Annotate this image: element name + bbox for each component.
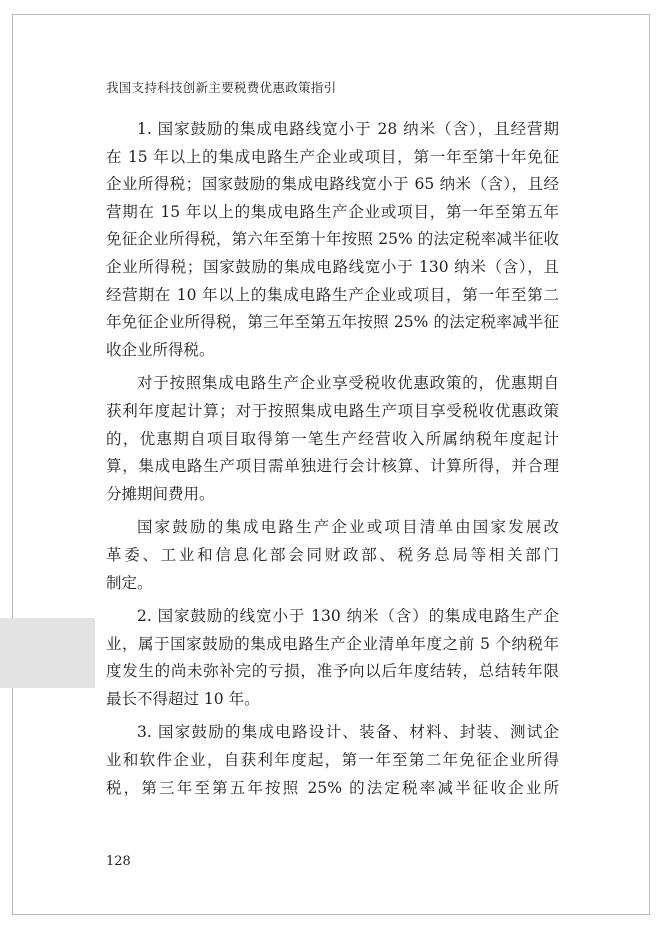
paragraph-4 xyxy=(106,603,559,713)
paragraph-2 xyxy=(106,370,559,508)
text-line: 革委、工业和信息化部会同财政部、税务总局等相关部门 xyxy=(106,545,559,564)
text-line: 业和软件企业，自获利年度起，第一年至第二年免征企业所得 xyxy=(106,751,559,770)
text-line: 1. 国家鼓励的集成电路线宽小于 28 纳米（含），且经营期 xyxy=(137,120,559,138)
text-line: 的，优惠期自项目取得第一笔生产经营收入所属纳税年度起计 xyxy=(106,429,559,448)
text-line: 最长不得超过 10 年。 xyxy=(106,689,260,708)
text-line: 在 15 年以上的集成电路生产企业或项目，第一年至第十年免征 xyxy=(106,147,559,166)
text-line: 算，集成电路生产项目需单独进行会计核算、计算所得，并合理 xyxy=(106,457,559,476)
body-text xyxy=(106,116,559,808)
text-line: 收企业所得税。 xyxy=(106,340,215,359)
side-tab-marker xyxy=(0,618,95,688)
paragraph-1 xyxy=(106,116,559,364)
text-line: 获利年度起计算；对于按照集成电路生产项目享受税收优惠政策 xyxy=(106,401,559,420)
text-line: 2. 国家鼓励的线宽小于 130 纳米（含）的集成电路生产企 xyxy=(137,607,559,626)
paragraph-3 xyxy=(106,514,559,597)
text-line: 年免征企业所得税，第三年至第五年按照 25% 的法定税率减半征 xyxy=(106,313,559,332)
text-line: 国家鼓励的集成电路生产企业或项目清单由国家发展改 xyxy=(137,518,559,537)
text-line: 营期在 15 年以上的集成电路生产企业或项目，第一年至第五年 xyxy=(106,202,559,221)
text-line: 3. 国家鼓励的集成电路设计、装备、材料、封装、测试企 xyxy=(137,723,559,742)
text-line: 企业所得税；国家鼓励的集成电路线宽小于 130 纳米（含），且 xyxy=(106,257,559,276)
page-number: 128 xyxy=(106,854,131,869)
text-line: 分摊期间费用。 xyxy=(106,484,215,503)
text-line: 制定。 xyxy=(106,573,153,592)
text-line: 企业所得税；国家鼓励的集成电路线宽小于 65 纳米（含），且经 xyxy=(106,175,559,194)
running-header: 我国支持科技创新主要税费优惠政策指引 xyxy=(106,80,337,95)
text-line: 免征企业所得税，第六年至第十年按照 25% 的法定税率减半征收 xyxy=(106,230,559,249)
paragraph-5 xyxy=(106,719,559,802)
text-line: 业，属于国家鼓励的集成电路生产企业清单年度之前 5 个纳税年 xyxy=(106,634,559,653)
text-line: 对于按照集成电路生产企业享受税收优惠政策的，优惠期自 xyxy=(137,374,559,393)
text-line: 税，第三年至第五年按照 25% 的法定税率减半征收企业所 xyxy=(106,778,559,797)
text-line: 度发生的尚未弥补完的亏损，准予向以后年度结转，总结转年限 xyxy=(106,662,559,681)
text-line: 经营期在 10 年以上的集成电路生产企业或项目，第一年至第二 xyxy=(106,285,559,304)
